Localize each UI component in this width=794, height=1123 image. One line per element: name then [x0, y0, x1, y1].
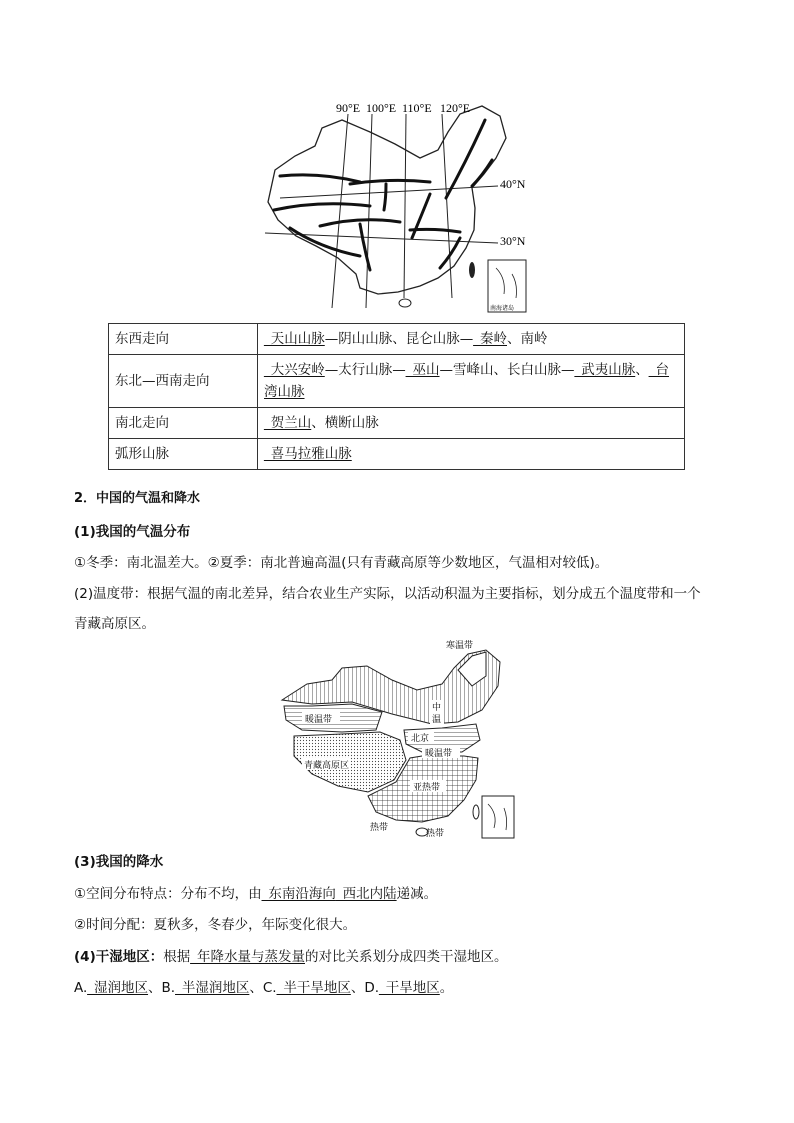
lat-label-40: 40°N — [500, 177, 526, 191]
zone-letter: 、C. — [249, 980, 277, 996]
zone-name: _湿润地区 — [87, 980, 149, 996]
zone-letter: 、D. — [350, 980, 380, 996]
row-mountains — [258, 324, 685, 355]
table-row — [109, 355, 685, 408]
answer-blank: _秦岭 — [473, 331, 507, 347]
lon-label-90: 90°E — [336, 101, 361, 115]
row-mountains — [258, 355, 685, 408]
table-row — [109, 408, 685, 439]
south-sea-inset-2 — [482, 796, 514, 838]
row-mountains — [258, 408, 685, 439]
label-mid-temperate: 中 温 — [432, 703, 442, 725]
table-row — [109, 439, 685, 470]
zone-letter: A. — [74, 980, 88, 996]
lat-label-30: 30°N — [500, 234, 526, 248]
answer-blank: _武夷山脉 — [574, 362, 636, 378]
zone-name: _半湿润地区 — [175, 980, 250, 996]
label-warm-temperate-west: 暖温带 — [305, 715, 333, 725]
mountain-direction-table — [108, 323, 685, 470]
answer-blank: _巫山 — [405, 362, 440, 378]
dry-wet-regions-text: (4)干湿地区：根据_年降水量与蒸发量的对比关系划分成四类干湿地区。 — [74, 949, 508, 965]
zone-name: _干旱地区 — [379, 980, 440, 996]
dry-wet-zones-list — [74, 978, 453, 998]
precipitation-spatial: ①空间分布特点：分布不均，由_东南沿海向_西北内陆递减。 — [74, 886, 438, 902]
precipitation-heading: (3)我国的降水 — [74, 854, 164, 870]
temperature-zones-text-1: (2)温度带：根据气温的南北差异，结合农业生产实际，以活动积温为主要指标，划分成五个温度带和一个 — [74, 586, 701, 602]
taiwan-island — [469, 262, 475, 278]
row-mountains — [258, 439, 685, 470]
mountain-ranges-map — [260, 98, 540, 318]
section-2-heading: 2．中国的气温和降水 — [74, 491, 201, 506]
row-direction: 东西走向 — [109, 324, 258, 355]
row-direction: 弧形山脉 — [109, 439, 258, 470]
hainan-island — [399, 299, 411, 307]
temperature-zones-text-2: 青藏高原区。 — [74, 616, 155, 632]
answer-blank: _喜马拉雅山脉 — [264, 446, 352, 462]
row-direction: 南北走向 — [109, 408, 258, 439]
answer-blank: _台湾山脉 — [264, 362, 669, 400]
text-fragment: 、横断山脉 — [311, 415, 379, 431]
temperature-distribution-heading: (1)我国的气温分布 — [74, 524, 191, 540]
precipitation-temporal: ②时间分配：夏秋多，冬春少，年际变化很大。 — [74, 917, 357, 933]
label-beijing: 北京 — [411, 734, 430, 744]
answer-blank: _大兴安岭 — [264, 362, 325, 378]
text-fragment: 、 — [635, 362, 649, 378]
zone-name: _半干旱地区 — [276, 980, 351, 996]
label-tropical-west: 热带 — [370, 823, 389, 833]
inset-label: 南海诸岛 — [490, 305, 515, 312]
text-fragment: —太行山脉— — [324, 362, 406, 378]
label-plateau: 青藏高原区 — [304, 761, 350, 771]
zones-end: 。 — [439, 980, 454, 996]
temperature-zones-map — [272, 640, 522, 840]
lon-label-110: 110°E — [402, 101, 432, 115]
label-warm-temperate-east: 暖温带 — [425, 749, 453, 759]
text-fragment: —阴山山脉、昆仑山脉— — [324, 331, 474, 347]
label-cold-temperate: 寒温带 — [446, 641, 474, 651]
zone-letter: 、B. — [148, 980, 176, 996]
temperature-distribution-text: ①冬季：南北温差大。②夏季：南北普遍高温(只有青藏高原等少数地区，气温相对较低)。 — [74, 555, 609, 571]
lon-label-100: 100°E — [366, 101, 397, 115]
answer-blank: _天山山脉 — [264, 331, 325, 347]
table-row — [109, 324, 685, 355]
row-direction: 东北—西南走向 — [109, 355, 258, 408]
label-subtropical: 亚热带 — [413, 783, 441, 793]
answer-blank: _贺兰山 — [264, 415, 312, 431]
lon-label-120: 120°E — [440, 101, 471, 115]
text-fragment: —雪峰山、长白山脉— — [439, 362, 575, 378]
label-tropical-east: 热带 — [426, 829, 445, 839]
text-fragment: 、南岭 — [507, 331, 548, 347]
